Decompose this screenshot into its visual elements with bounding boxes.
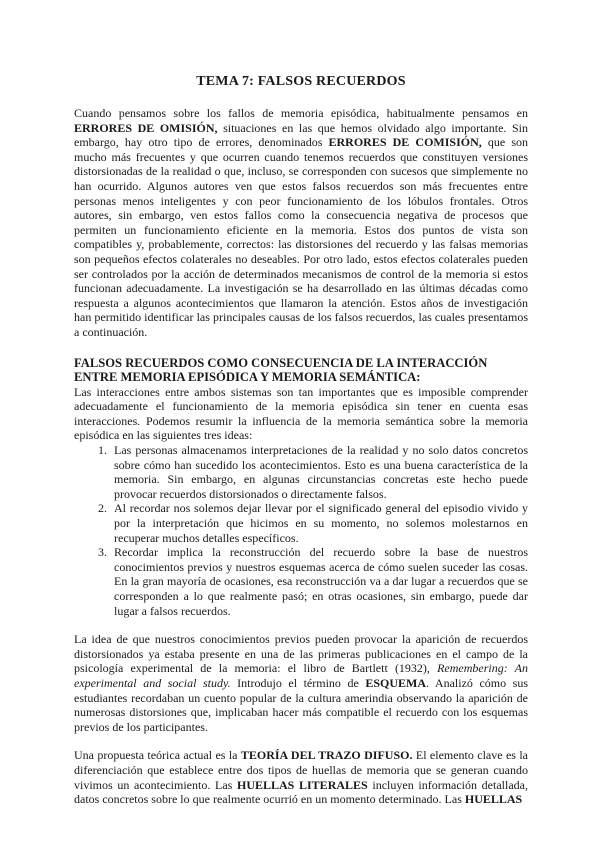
trazo-text-3: incluyen información detallada, datos concretos sobre lo que realmente ocurrió en un momento determinado. Las — [74, 777, 528, 807]
trazo-text-1: Una propuesta teórica actual es la — [74, 748, 241, 763]
list-item: 2. Al recordar nos solemos dejar llevar por el significado general del episodio vivido y por la interpretación que hicimos en su momento, no solemos molestarnos en recuperar muchos detalles específicos. — [110, 501, 528, 545]
intro-text-3: que son mucho más frecuentes y que ocurren cuando tenemos recuerdos que constituyen versiones distorsionadas de la realidad o que, incluso, se corresponden con sucesos que simplemente no han ocurrido. Algunos autores ven que estos falsos recuerdos son más frecuentes entre personas menos inteligentes y con peor funcionamiento de los lóbulos frontales. Otros autores, sin embargo, ven estos fallos como la consecuencia negativa de procesos que permiten un funcionamiento eficiente en la memoria. Estos dos puntos de vista son compatibles y, probablemente, correctos: las distorsiones del recuerdo y las falsas memorias son pequeños efectos colaterales no deseables. Por otro lado, estos efectos colaterales pueden ser controlados por la acción de determinados mecanismos de control de la memoria si estos funcionan adecuadamente. La investigación se ha desarrollado en las últimas décadas como respuesta a algunos acontecimientos que llamaron la atención. Estos años de investigación han permitido identificar las principales causas de los falsos recuerdos, las cuales presentamos a continuación. — [74, 135, 529, 339]
page-title: TEMA 7: FALSOS RECUERDOS — [196, 74, 406, 89]
intro-paragraph — [74, 106, 528, 340]
term-esquema: ESQUEMA — [365, 675, 427, 690]
term-teoria-trazo-difuso: TEORÍA DEL TRAZO DIFUSO. — [240, 748, 413, 763]
term-errores-comision: ERRORES DE COMISIÓN, — [328, 135, 482, 150]
bartlett-paragraph — [74, 632, 528, 734]
bartlett-text-1: La idea de que nuestros conocimientos previos pueden provocar la aparición de recuerdos distorsionados ya estaba presente en una de las primeras publicaciones en el campo de la psicología experimental de la memoria: el libro de Bartlett (1932), — [74, 632, 528, 676]
bartlett-text-2: Introdujo el término de — [230, 675, 366, 690]
section-lead-paragraph: Las interacciones entre ambos sistemas son tan importantes que es imposible comprender adecuadamente el funcionamiento de la memoria episódica sin tener en cuenta esas interacciones. Podemos resumir la influencia de la memoria semántica sobre la memoria episódica en las siguientes tres ideas: — [74, 384, 528, 443]
trazo-difuso-paragraph — [74, 748, 528, 806]
ideas-list — [74, 443, 528, 618]
list-item: 3. Recordar implica la reconstrucción del recuerdo sobre la base de nuestros conocimientos previos y nuestros esquemas acerca de cómo suelen suceder las cosas. En la gran mayoría de ocasiones, esa reconstrucción va a dar lugar a recuerdos que se corresponden a lo que realmente pasó; en otras ocasiones, sin embargo, puede dar lugar a falsos recuerdos. — [110, 545, 528, 618]
book-title: Remembering: An experimental and social study. — [74, 661, 528, 690]
section-heading-interaccion: FALSOS RECUERDOS COMO CONSECUENCIA DE LA INTERACCIÓN ENTRE MEMORIA EPISÓDICA Y MEMORIA SEMÁNTICA: — [74, 355, 488, 385]
term-huellas-literales: HUELLAS LITERALES — [236, 777, 368, 792]
term-errores-omision: ERRORES DE OMISIÓN, — [74, 120, 218, 135]
term-huellas: HUELLAS — [464, 792, 523, 807]
trazo-text-2: El elemento clave es la diferenciación que establece entre dos tipos de huellas de memoria que se generan cuando vivimos un acontecimiento. Las — [74, 748, 528, 792]
intro-text-1: Cuando pensamos sobre los fallos de memoria episódica, habitualmente pensamos en — [74, 106, 528, 120]
list-item: 1. Las personas almacenamos interpretaciones de la realidad y no solo datos concretos sobre cómo han sucedido los acontecimientos. Esto es una buena característica de la memoria. Sin embargo, en algunas circunstancias concretas este hecho puede provocar recuerdos distorsionados o directamente falsos. — [110, 443, 528, 501]
bartlett-text-3: . Analizó cómo sus estudiantes recordaban un cuento popular de la cultura amerindia observando la aparición de numerosas distorsiones que, implicaban hacer más compatible el recuerdo con los esquemas previos de los participantes. — [74, 675, 528, 734]
intro-text-2: situaciones en las que hemos olvidado algo importante. Sin embargo, hay otro tipo de errores, denominados — [74, 120, 528, 150]
